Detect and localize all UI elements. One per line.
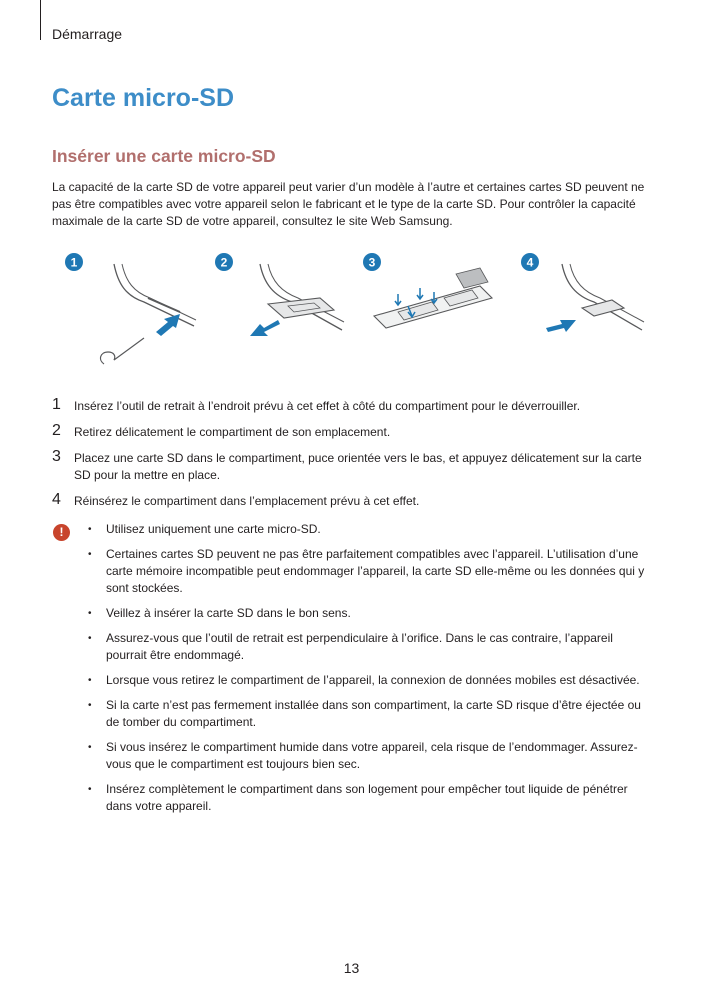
step-text: Placez une carte SD dans le compartiment, puce orientée vers le bas, et appuyez délicatement sur la carte SD pour la mettre en place. — [74, 451, 642, 482]
steps-list — [52, 398, 652, 519]
caution-item — [88, 605, 653, 622]
step-marker-4-label: 4 — [526, 255, 534, 270]
step-item — [52, 424, 652, 441]
press-arrow-icon — [431, 292, 437, 303]
step-text: Retirez délicatement le compartiment de son emplacement. — [74, 425, 391, 439]
margin-rule — [40, 0, 41, 40]
bullet-icon: • — [88, 675, 92, 686]
section-header: Démarrage — [52, 26, 123, 42]
caution-text: Si la carte n’est pas fermement installée dans son compartiment, la carte SD risque d’être éjectée ou de tomber du compartiment. — [106, 698, 641, 729]
step-text: Réinsérez le compartiment dans l’emplacement prévu à cet effet. — [74, 494, 420, 508]
caution-text: Veillez à insérer la carte SD dans le bon sens. — [106, 606, 351, 620]
bullet-icon: • — [88, 549, 92, 560]
page-number: 13 — [343, 960, 360, 976]
illustration-svg — [52, 246, 652, 378]
caution-list — [88, 521, 653, 823]
phone-outline-1 — [114, 264, 194, 326]
ejection-pin-icon — [101, 338, 144, 364]
remove-arrow-icon — [250, 320, 280, 336]
press-arrow-icon — [417, 288, 423, 299]
caution-item — [88, 630, 653, 664]
tray-slot-1 — [148, 298, 180, 312]
sim-tray — [268, 298, 334, 318]
bullet-icon: • — [88, 742, 92, 753]
sd-card-illustration — [52, 246, 652, 378]
panel-4 — [521, 253, 644, 332]
caution-item — [88, 546, 653, 597]
step-item — [52, 398, 652, 415]
insert-arrow-icon — [156, 314, 180, 336]
phone-outline-1b — [122, 264, 196, 320]
sim-tray-4 — [582, 300, 624, 316]
press-arrow-icon — [395, 294, 401, 305]
page-title: Carte micro-SD — [52, 84, 234, 112]
phone-outline-4b — [570, 264, 644, 322]
step-number: 2 — [52, 422, 61, 439]
caution-text: Certaines cartes SD peuvent ne pas être parfaitement compatibles avec l’appareil. L’utilisation d’une carte mémoire incompatible peut endommager l’appareil, la carte SD elle-même ou les données qui y sont stockées. — [106, 547, 645, 595]
step-number: 1 — [52, 396, 61, 413]
caution-text: Si vous insérez le compartiment humide dans votre appareil, cela risque de l’endommager. Assurez-vous que le compartiment est toujours bien sec. — [106, 740, 638, 771]
intro-paragraph: La capacité de la carte SD de votre appareil peut varier d’un modèle à l’autre et certaines cartes SD peuvent ne pas être compatibles avec votre appareil selon le fabricant et le type de la carte SD. Pour contrôler la capacité maximale de la carte SD de votre appareil, consultez le site Web Samsung. — [52, 180, 645, 228]
caution-item — [88, 672, 653, 689]
sim-card — [456, 268, 488, 288]
caution-icon: ! — [53, 524, 70, 541]
bullet-icon: • — [88, 700, 92, 711]
panel-1 — [65, 253, 196, 364]
bullet-icon: • — [88, 633, 92, 644]
caution-item — [88, 697, 653, 731]
step-item — [52, 450, 652, 484]
step-number: 3 — [52, 448, 61, 465]
step-text: Insérez l’outil de retrait à l’endroit prévu à cet effet à côté du compartiment pour le déverrouiller. — [74, 399, 581, 413]
caution-text: Insérez complètement le compartiment dans son logement pour empêcher tout liquide de pénétrer dans votre appareil. — [106, 782, 628, 813]
section-title: Insérer une carte micro-SD — [52, 146, 276, 166]
caution-item — [88, 521, 653, 538]
step-marker-3-label: 3 — [368, 255, 376, 270]
step-number: 4 — [52, 491, 61, 508]
reinsert-arrow-icon — [546, 320, 576, 332]
panel-3 — [363, 253, 492, 328]
caution-item — [88, 781, 653, 815]
caution-text: Lorsque vous retirez le compartiment de l’appareil, la connexion de données mobiles est désactivée. — [106, 673, 640, 687]
panel-2 — [215, 253, 344, 336]
caution-text: Utilisez uniquement une carte micro-SD. — [106, 522, 321, 536]
bullet-icon: • — [88, 524, 92, 535]
step-item — [52, 493, 652, 510]
step-marker-2-label: 2 — [220, 255, 228, 270]
phone-outline-2 — [260, 264, 342, 330]
caution-text: Assurez-vous que l’outil de retrait est perpendiculaire à l’orifice. Dans le cas contraire, l’appareil pourrait être endommagé. — [106, 631, 613, 662]
bullet-icon: • — [88, 608, 92, 619]
bullet-icon: • — [88, 784, 92, 795]
step-marker-1-label: 1 — [70, 255, 78, 270]
caution-item — [88, 739, 653, 773]
